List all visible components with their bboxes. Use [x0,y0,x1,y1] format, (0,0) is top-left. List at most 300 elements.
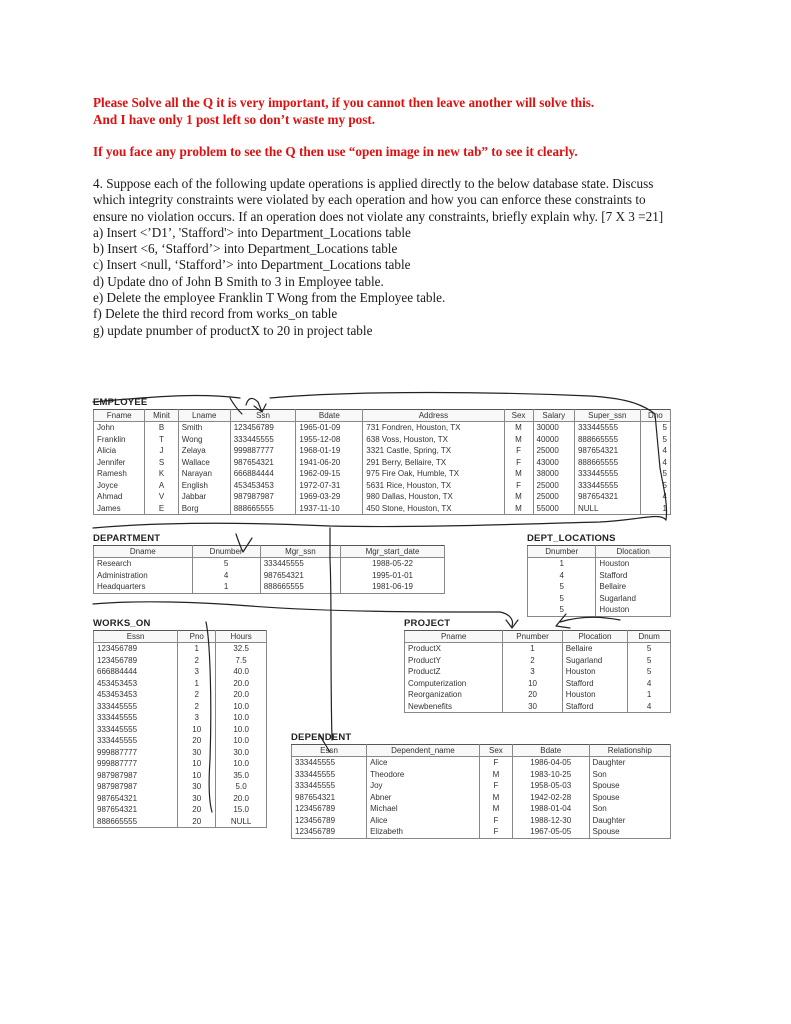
project-row [405,655,671,667]
project-title: PROJECT [404,618,451,629]
dependent-cell: Elizabeth [367,826,480,838]
dept-locations-cell: Bellaire [596,581,671,593]
employee-cell: 25000 [533,480,574,492]
dept-locations-cell: 4 [528,570,596,582]
project-header-cell: Plocation [562,631,628,643]
project-cell: Houston [562,666,628,678]
project-cell: 20 [503,689,562,701]
works-on-cell: 2 [178,655,216,667]
works-on-cell: 20.0 [216,689,267,701]
employee-cell: 999887777 [230,445,296,457]
question-item-a: a) Insert <’D1’, 'Stafford'> into Department_Locations table [93,224,411,240]
employee-cell: 888665555 [230,503,296,515]
dept-locations-row [528,593,671,605]
employee-row [94,503,671,515]
dept-locations-row [528,558,671,570]
project-cell: Newbenefits [405,701,503,713]
works-on-cell: 35.0 [216,770,267,782]
works-on-cell: 333445555 [94,735,178,747]
works-on-cell: 30 [178,781,216,793]
works-on-cell: 1 [178,678,216,690]
employee-cell: Joyce [94,480,145,492]
employee-title: EMPLOYEE [93,397,148,408]
employee-cell: 1962-09-15 [296,468,363,480]
employee-cell: 5 [640,422,670,434]
works-on-cell: 453453453 [94,689,178,701]
dependent-header-cell: Bdate [513,745,590,757]
works-on-cell: 20.0 [216,678,267,690]
works-on-cell: 30 [178,793,216,805]
employee-cell: S [145,457,178,469]
employee-cell: 987987987 [230,491,296,503]
works-on-row [94,701,267,713]
dependent-cell: Son [589,769,671,781]
project-cell: Houston [562,689,628,701]
employee-row [94,457,671,469]
works-on-cell: 40.0 [216,666,267,678]
employee-cell: B [145,422,178,434]
dependent-row [292,792,671,804]
project-cell: ProductY [405,655,503,667]
project-header-cell: Pname [405,631,503,643]
dept-locations-cell: Houston [596,558,671,570]
department-row [94,570,445,582]
question-item-d: d) Update dno of John B Smith to 3 in Employee table. [93,273,384,289]
employee-cell: James [94,503,145,515]
project-header-cell: Pnumber [503,631,562,643]
employee-cell: 123456789 [230,422,296,434]
employee-row [94,422,671,434]
notice-line-1: Please Solve all the Q it is very important, if you cannot then leave another will solve this. [93,95,595,110]
employee-cell: 40000 [533,434,574,446]
employee-cell: K [145,468,178,480]
employee-cell: A [145,480,178,492]
works-on-cell: 10 [178,758,216,770]
works-on-header-cell: Essn [94,631,178,643]
employee-cell: M [504,422,533,434]
dept-locations-row [528,604,671,616]
dependent-cell: 123456789 [292,803,367,815]
works-on-row [94,678,267,690]
department-table [93,545,445,594]
works-on-row [94,747,267,759]
employee-cell: 666884444 [230,468,296,480]
works-on-cell: 10.0 [216,735,267,747]
employee-cell: Alicia [94,445,145,457]
dependent-header-cell: Sex [479,745,512,757]
works-on-cell: 987654321 [94,804,178,816]
department-header-cell: Dname [94,546,193,558]
department-cell: 5 [192,558,260,570]
employee-cell: 888665555 [574,434,640,446]
employee-cell: 333445555 [230,434,296,446]
question-item-c: c) Insert <null, ‘Stafford’> into Department_Locations table [93,257,411,273]
notice-line-2: And I have only 1 post left so don’t waste my post. [93,112,376,127]
dependent-cell: 123456789 [292,826,367,838]
project-cell: 10 [503,678,562,690]
dept-locations-cell: 5 [528,581,596,593]
dependent-cell: Spouse [589,826,671,838]
employee-cell: Borg [178,503,230,515]
question-item-f: f) Delete the third record from works_on table [93,306,338,322]
employee-cell: Zelaya [178,445,230,457]
works-on-cell: 20 [178,735,216,747]
works-on-cell: 20 [178,804,216,816]
works-on-cell: 5.0 [216,781,267,793]
works-on-cell: 15.0 [216,804,267,816]
dependent-cell: Daughter [589,757,671,769]
employee-cell: 333445555 [574,468,640,480]
question-intro: 4. Suppose each of the following update operations is applied directly to the below database state. Discuss which integrity constraints were violated by each operation and how you can enforce these constraints to ensure no violation occurs. If an operation does not violate any constraints, briefly explain why. [7 X 3 =21] [93,176,664,224]
employee-cell: Jennifer [94,457,145,469]
project-cell: 5 [628,643,671,655]
employee-cell: English [178,480,230,492]
dependent-cell: 1988-01-04 [513,803,590,815]
employee-cell: 731 Fondren, Houston, TX [363,422,504,434]
works-on-row [94,689,267,701]
dependent-cell: 1986-04-05 [513,757,590,769]
dependent-cell: F [479,757,512,769]
employee-header-cell: Fname [94,410,145,422]
dependent-header-cell: Essn [292,745,367,757]
project-cell: 5 [628,655,671,667]
employee-cell: 1969-03-29 [296,491,363,503]
works-on-row [94,712,267,724]
employee-cell: M [504,468,533,480]
employee-cell: Ahmad [94,491,145,503]
employee-cell: 1937-11-10 [296,503,363,515]
dependent-cell: Alice [367,815,480,827]
employee-cell: 5 [640,434,670,446]
dependent-cell: M [479,769,512,781]
employee-cell: 1968-01-19 [296,445,363,457]
employee-cell: 1941-06-20 [296,457,363,469]
employee-header-cell: Bdate [296,410,363,422]
works-on-cell: 123456789 [94,643,178,655]
department-cell: 1988-05-22 [341,558,445,570]
department-cell: Headquarters [94,581,193,593]
works-on-cell: 666884444 [94,666,178,678]
department-cell: 1 [192,581,260,593]
employee-header-cell: Lname [178,410,230,422]
employee-cell: V [145,491,178,503]
employee-row [94,434,671,446]
employee-cell: 5 [640,480,670,492]
dept-locations-cell: 5 [528,604,596,616]
employee-table [93,409,671,515]
project-row [405,643,671,655]
employee-cell: NULL [574,503,640,515]
employee-cell: 4 [640,491,670,503]
employee-cell: M [504,434,533,446]
employee-cell: T [145,434,178,446]
dependent-cell: Michael [367,803,480,815]
department-cell: 1981-06-19 [341,581,445,593]
employee-cell: 5631 Rice, Houston, TX [363,480,504,492]
project-row [405,689,671,701]
employee-cell: 4 [640,445,670,457]
dependent-cell: 987654321 [292,792,367,804]
department-cell: 333445555 [260,558,340,570]
employee-cell: 975 Fire Oak, Humble, TX [363,468,504,480]
dependent-cell: Daughter [589,815,671,827]
works-on-cell: 2 [178,689,216,701]
dependent-cell: Spouse [589,792,671,804]
dependent-cell: Joy [367,780,480,792]
employee-header-cell: Minit [145,410,178,422]
dept-locations-cell: 5 [528,593,596,605]
department-row [94,558,445,570]
employee-cell: 25000 [533,445,574,457]
employee-row [94,468,671,480]
works-on-cell: 10.0 [216,758,267,770]
works-on-cell: 999887777 [94,747,178,759]
project-cell: Reorganization [405,689,503,701]
works-on-cell: 333445555 [94,701,178,713]
works-on-cell: 32.5 [216,643,267,655]
works-on-row [94,793,267,805]
employee-cell: 333445555 [574,480,640,492]
dependent-cell: 1967-05-05 [513,826,590,838]
dependent-header-cell: Relationship [589,745,671,757]
works-on-cell: 1 [178,643,216,655]
employee-cell: F [504,480,533,492]
dependent-cell: 123456789 [292,815,367,827]
dependent-row [292,815,671,827]
dependent-cell: 1983-10-25 [513,769,590,781]
works-on-row [94,758,267,770]
works-on-cell: 3 [178,712,216,724]
works-on-cell: 20 [178,816,216,828]
dependent-row [292,780,671,792]
department-header-cell: Mgr_start_date [341,546,445,558]
employee-cell: F [504,457,533,469]
employee-cell: 980 Dallas, Houston, TX [363,491,504,503]
employee-header-cell: Ssn [230,410,296,422]
employee-cell: 30000 [533,422,574,434]
works-on-cell: 2 [178,701,216,713]
dependent-cell: 1988-12-30 [513,815,590,827]
works-on-cell: 30 [178,747,216,759]
project-cell: Computerization [405,678,503,690]
project-cell: Sugarland [562,655,628,667]
works-on-cell: 30.0 [216,747,267,759]
employee-header-cell: Sex [504,410,533,422]
dependent-cell: F [479,780,512,792]
dependent-cell: 333445555 [292,757,367,769]
project-cell: Stafford [562,701,628,713]
department-row [94,581,445,593]
project-cell: Bellaire [562,643,628,655]
employee-row [94,480,671,492]
dependent-row [292,769,671,781]
employee-cell: Wong [178,434,230,446]
employee-cell: 1 [640,503,670,515]
dependent-cell: M [479,803,512,815]
dependent-row [292,757,671,769]
works-on-cell: 987987987 [94,770,178,782]
dept-locations-cell: Stafford [596,570,671,582]
dependent-header-cell: Dependent_name [367,745,480,757]
dependent-cell: 1958-05-03 [513,780,590,792]
employee-cell: Wallace [178,457,230,469]
employee-cell: J [145,445,178,457]
works-on-cell: 333445555 [94,712,178,724]
project-row [405,701,671,713]
department-cell: 4 [192,570,260,582]
employee-cell: 55000 [533,503,574,515]
dependent-cell: F [479,815,512,827]
employee-cell: 987654321 [574,445,640,457]
works-on-row [94,655,267,667]
project-cell: ProductX [405,643,503,655]
dependent-cell: Son [589,803,671,815]
dept-locations-row [528,570,671,582]
works-on-cell: 10 [178,770,216,782]
employee-cell: 43000 [533,457,574,469]
dependent-cell: M [479,792,512,804]
question-item-b: b) Insert <6, ‘Stafford’> into Department_Locations table [93,241,398,257]
question-item-e: e) Delete the employee Franklin T Wong from the Employee table. [93,290,446,306]
works-on-title: WORKS_ON [93,618,151,629]
employee-cell: F [504,445,533,457]
project-cell: 30 [503,701,562,713]
department-cell: 888665555 [260,581,340,593]
works-on-cell: 888665555 [94,816,178,828]
project-cell: 4 [628,701,671,713]
project-cell: 3 [503,666,562,678]
works-on-row [94,781,267,793]
employee-cell: 1965-01-09 [296,422,363,434]
employee-cell: 1955-12-08 [296,434,363,446]
project-cell: ProductZ [405,666,503,678]
dependent-cell: Spouse [589,780,671,792]
works-on-row [94,770,267,782]
department-header-cell: Dnumber [192,546,260,558]
dept-locations-cell: Houston [596,604,671,616]
employee-row [94,445,671,457]
works-on-cell: 3 [178,666,216,678]
employee-header-cell: Super_ssn [574,410,640,422]
employee-cell: Ramesh [94,468,145,480]
project-header-cell: Dnum [628,631,671,643]
employee-cell: 450 Stone, Houston, TX [363,503,504,515]
dept-locations-title: DEPT_LOCATIONS [527,533,616,544]
works-on-row [94,643,267,655]
project-cell: 5 [628,666,671,678]
project-row [405,666,671,678]
dept-locations-cell: Sugarland [596,593,671,605]
department-cell: Research [94,558,193,570]
dependent-cell: Abner [367,792,480,804]
works-on-table [93,630,267,828]
dependent-cell: Alice [367,757,480,769]
employee-cell: 888665555 [574,457,640,469]
employee-cell: E [145,503,178,515]
department-header-cell: Mgr_ssn [260,546,340,558]
dept-locations-table [527,545,671,617]
department-cell: Administration [94,570,193,582]
dependent-title: DEPENDENT [291,732,352,743]
employee-cell: Jabbar [178,491,230,503]
department-cell: 987654321 [260,570,340,582]
employee-cell: M [504,491,533,503]
dependent-row [292,826,671,838]
works-on-cell: 987987987 [94,781,178,793]
employee-cell: John [94,422,145,434]
employee-cell: Smith [178,422,230,434]
dept-locations-cell: 1 [528,558,596,570]
works-on-cell: 123456789 [94,655,178,667]
employee-header-cell: Address [363,410,504,422]
works-on-cell: 10.0 [216,712,267,724]
employee-cell: 987654321 [574,491,640,503]
employee-cell: 25000 [533,491,574,503]
project-cell: 1 [628,689,671,701]
dept-locations-header-cell: Dlocation [596,546,671,558]
works-on-cell: 987654321 [94,793,178,805]
project-cell: Stafford [562,678,628,690]
employee-cell: 638 Voss, Houston, TX [363,434,504,446]
employee-header-cell: Salary [533,410,574,422]
employee-cell: 1972-07-31 [296,480,363,492]
project-cell: 1 [503,643,562,655]
employee-cell: 333445555 [574,422,640,434]
works-on-cell: 333445555 [94,724,178,736]
notice-line-3: If you face any problem to see the Q then use “open image in new tab” to see it clearly. [93,144,578,159]
dept-locations-row [528,581,671,593]
employee-cell: 5 [640,468,670,480]
works-on-cell: 999887777 [94,758,178,770]
dependent-cell: 333445555 [292,769,367,781]
project-cell: 2 [503,655,562,667]
employee-cell: 4 [640,457,670,469]
employee-cell: 291 Berry, Bellaire, TX [363,457,504,469]
question-item-g: g) update pnumber of productX to 20 in project table [93,322,373,338]
employee-cell: 3321 Castle, Spring, TX [363,445,504,457]
works-on-row [94,724,267,736]
department-cell: 1995-01-01 [341,570,445,582]
dept-locations-header-cell: Dnumber [528,546,596,558]
dependent-cell: F [479,826,512,838]
works-on-row [94,804,267,816]
employee-cell: Franklin [94,434,145,446]
dependent-cell: 333445555 [292,780,367,792]
works-on-header-cell: Hours [216,631,267,643]
works-on-header-cell: Pno [178,631,216,643]
works-on-cell: 453453453 [94,678,178,690]
question-block [93,176,693,339]
employee-row [94,491,671,503]
project-row [405,678,671,690]
project-table [404,630,671,713]
employee-cell: 453453453 [230,480,296,492]
dependent-row [292,803,671,815]
dependent-cell: Theodore [367,769,480,781]
dependent-cell: 1942-02-28 [513,792,590,804]
works-on-cell: 10.0 [216,701,267,713]
works-on-row [94,816,267,828]
works-on-cell: 10 [178,724,216,736]
works-on-row [94,735,267,747]
project-cell: 4 [628,678,671,690]
employee-cell: M [504,503,533,515]
employee-cell: 987654321 [230,457,296,469]
employee-header-cell: Dno [640,410,670,422]
works-on-cell: 10.0 [216,724,267,736]
works-on-cell: 20.0 [216,793,267,805]
works-on-row [94,666,267,678]
